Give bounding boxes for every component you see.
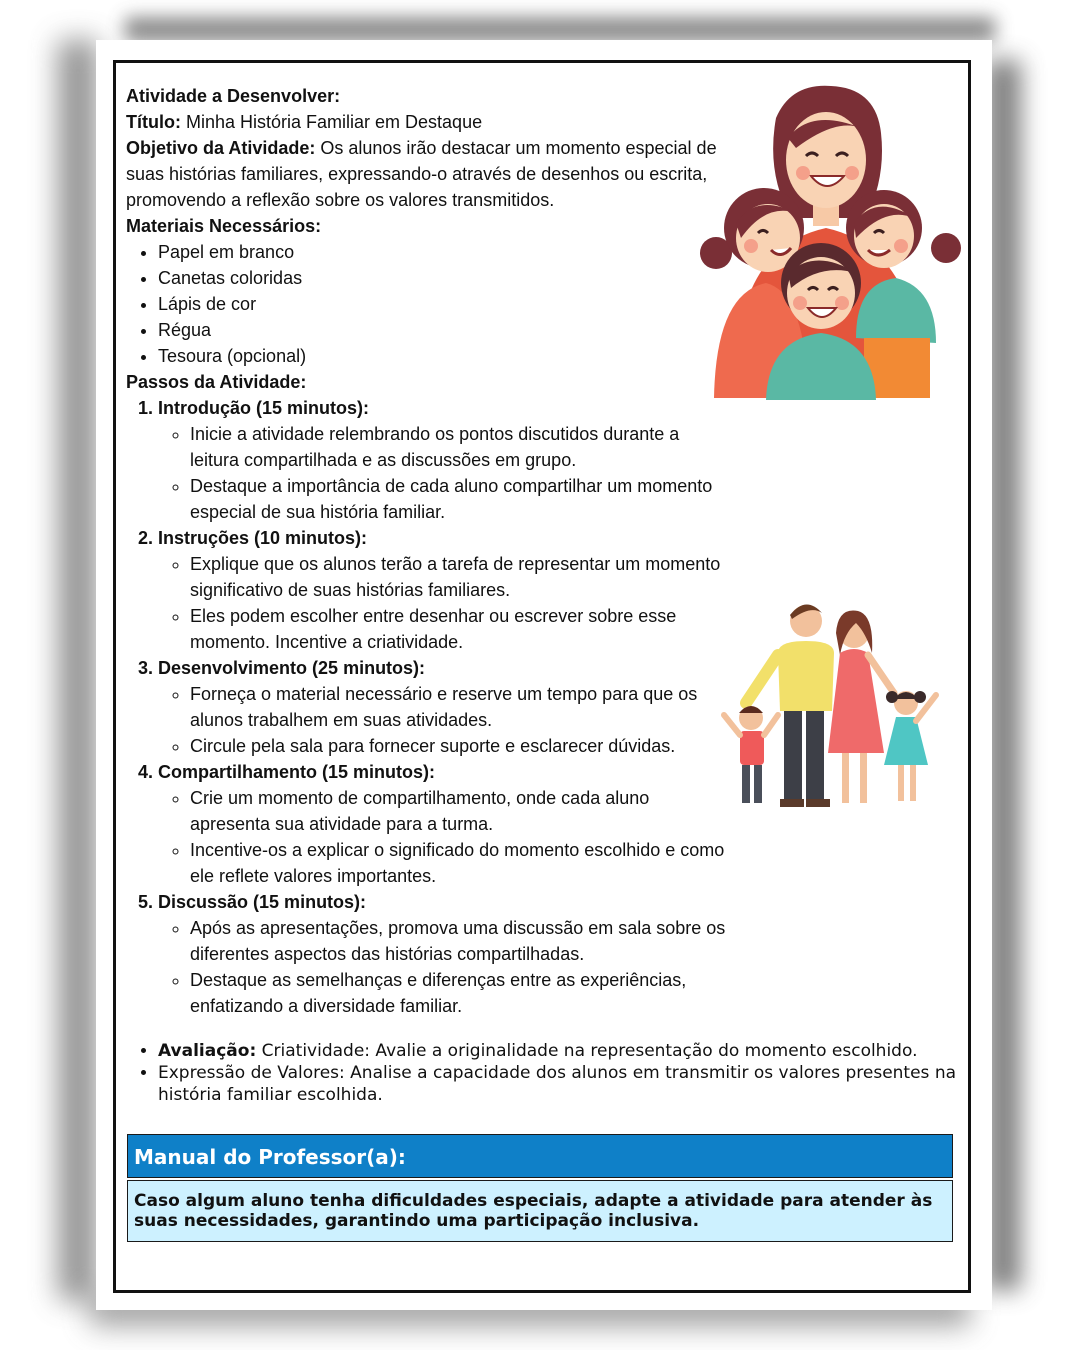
step-detail: ◦ Destaque as semelhanças e diferenças entre as experiências, enfatizando a diversidade familiar. xyxy=(190,967,726,1019)
step-detail: ◦ Após as apresentações, promova uma discussão em sala sobre os diferentes aspectos das histórias compartilhadas. xyxy=(190,915,726,967)
evaluation-criterion-1: Criatividade: Avalie a originalidade na representação do momento escolhido. xyxy=(256,1041,918,1061)
step-detail: ◦ Incentive-os a explicar o significado do momento escolhido e como ele reflete valores importantes. xyxy=(190,837,726,889)
evaluation-item xyxy=(158,1040,956,1062)
title-value: Minha História Familiar em Destaque xyxy=(180,112,483,132)
step-item xyxy=(158,759,726,889)
activity-page xyxy=(113,60,971,1293)
objective-value: Os alunos irão destacar um momento especial de suas histórias familiares, expressando-o através de desenhos ou escrita, promovendo a reflexão sobre os valores transmitidos. xyxy=(126,138,717,210)
steps-label: Passos da Atividade: xyxy=(126,372,307,392)
materials-label: Materiais Necessários: xyxy=(126,216,322,236)
step-title: Desenvolvimento (25 minutos): xyxy=(158,658,426,678)
evaluation-item: • Expressão de Valores: Analise a capacidade dos alunos em transmitir os valores presentes na história familiar escolhida. xyxy=(158,1062,956,1106)
material-item: • Canetas coloridas xyxy=(158,265,726,291)
teacher-manual-body: Caso algum aluno tenha dificuldades especiais, adapte a atividade para atender às suas necessidades, garantindo uma participação inclusiva. xyxy=(127,1180,953,1242)
step-item xyxy=(158,395,726,525)
step-detail: ◦ Explique que os alunos terão a tarefa de representar um momento significativo de suas histórias familiares. xyxy=(190,551,726,603)
step-detail: ◦ Crie um momento de compartilhamento, onde cada aluno apresenta sua atividade para a turma. xyxy=(190,785,726,837)
mother-hugging-children-icon xyxy=(696,78,964,403)
step-item xyxy=(158,889,726,1019)
title-label: Título: xyxy=(126,112,181,132)
step-detail: ◦ Eles podem escolher entre desenhar ou escrever sobre esse momento. Incentive a criatividade. xyxy=(190,603,726,655)
materials-list xyxy=(126,239,726,369)
material-item: • Papel em branco xyxy=(158,239,726,265)
evaluation-section xyxy=(126,1040,956,1106)
evaluation-label: Avaliação: xyxy=(158,1041,257,1061)
step-detail: ◦ Circule pela sala para fornecer suporte e esclarecer dúvidas. xyxy=(190,733,726,759)
objective-label: Objetivo da Atividade: xyxy=(126,138,316,158)
activity-content xyxy=(126,83,726,1019)
step-detail: ◦ Forneça o material necessário e reserve um tempo para que os alunos trabalhem em suas atividades. xyxy=(190,681,726,733)
step-title: Introdução (15 minutos): xyxy=(158,398,369,418)
family-of-four-icon xyxy=(716,593,941,818)
step-item xyxy=(158,525,726,655)
page-shadow-left xyxy=(58,40,98,1300)
material-item: • Lápis de cor xyxy=(158,291,726,317)
step-detail: ◦ Inicie a atividade relembrando os pontos discutidos durante a leitura compartilhada e as discussões em grupo. xyxy=(190,421,726,473)
material-item: • Tesoura (opcional) xyxy=(158,343,726,369)
activity-heading: Atividade a Desenvolver: xyxy=(126,86,341,106)
step-detail: ◦ Destaque a importância de cada aluno compartilhar um momento especial de sua história familiar. xyxy=(190,473,726,525)
steps-list xyxy=(126,395,726,1019)
material-item: • Régua xyxy=(158,317,726,343)
teacher-manual-header: Manual do Professor(a): xyxy=(127,1134,953,1178)
step-title: Instruções (10 minutos): xyxy=(158,528,368,548)
step-title: Compartilhamento (15 minutos): xyxy=(158,762,436,782)
step-item xyxy=(158,655,726,759)
step-title: Discussão (15 minutos): xyxy=(158,892,367,912)
